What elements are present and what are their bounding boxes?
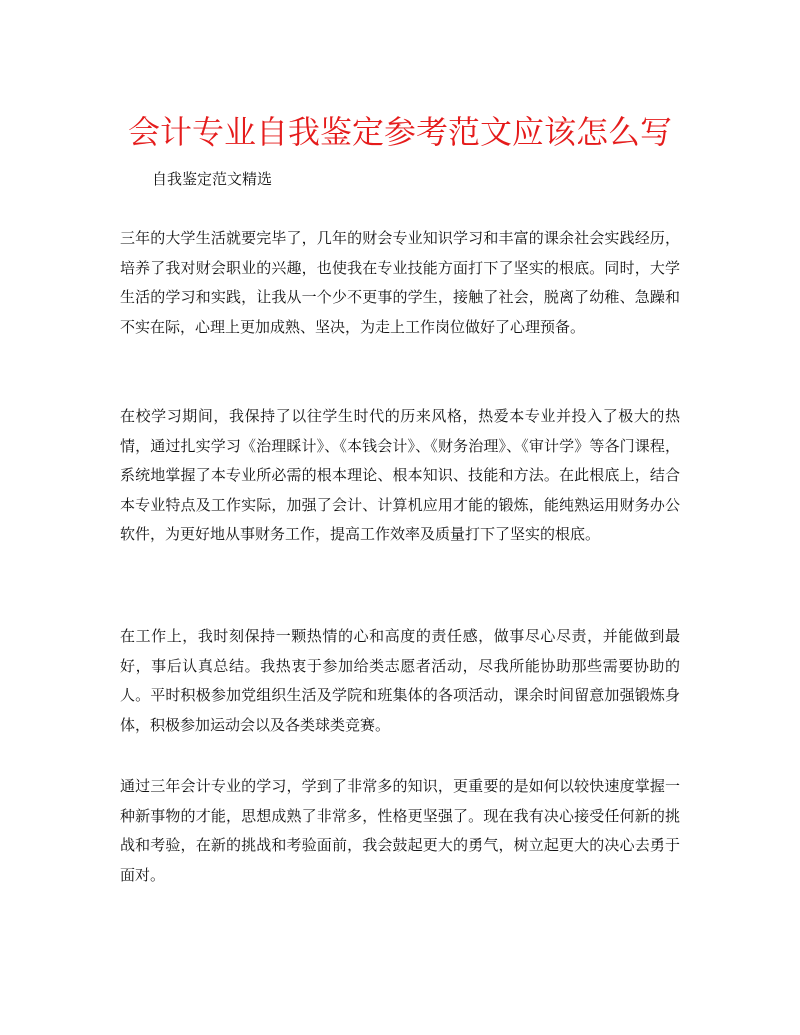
paragraph-3: 在工作上，我时刻保持一颗热情的心和高度的责任感，做事尽心尽责，并能做到最好，事后认真总结。我热衷于参加给类志愿者活动，尽我所能协助那些需要协助的人。平时积极参加党组织生活及学院和班集体的各项活动，课余时间留意加强锻炼身体，积极参加运动会以及各类球类竞赛。 (120, 627, 680, 734)
paragraph-1: 三年的大学生活就要完毕了，几年的财会专业知识学习和丰富的课余社会实践经历，培养了我对财会职业的兴趣，也使我在专业技能方面打下了坚实的根底。同时，大学生活的学习和实践，让我从一个少不更事的学生，接触了社会，脱离了幼稚、急躁和不实在际，心理上更加成熟、坚决，为走上工作岗位做好了心理预备。 (120, 229, 680, 336)
document-title: 会计专业自我鉴定参考范文应该怎么写 (127, 113, 672, 151)
document-subtitle: 自我鉴定范文精选 (152, 170, 273, 188)
paragraph-4: 通过三年会计专业的学习，学到了非常多的知识，更重要的是如何以较快速度掌握一种新事物的才能，思想成熟了非常多，性格更坚强了。现在我有决心接受任何新的挑战和考验，在新的挑战和考验面前，我会鼓起更大的勇气，树立起更大的决心去勇于面对。 (120, 777, 680, 884)
paragraph-2: 在校学习期间，我保持了以往学生时代的历来风格，热爱本专业并投入了极大的热情，通过扎实学习《治理睬计》、《本钱会计》、《财务治理》、《审计学》等各门课程，系统地掌握了本专业所必需的根本理论、根本知识、技能和方法。在此根底上，结合本专业特点及工作实际，加强了会计、计算机应用才能的锻炼，能纯熟运用财务办公软件，为更好地从事财务工作，提高工作效率及质量打下了坚实的根底。 (120, 407, 680, 543)
